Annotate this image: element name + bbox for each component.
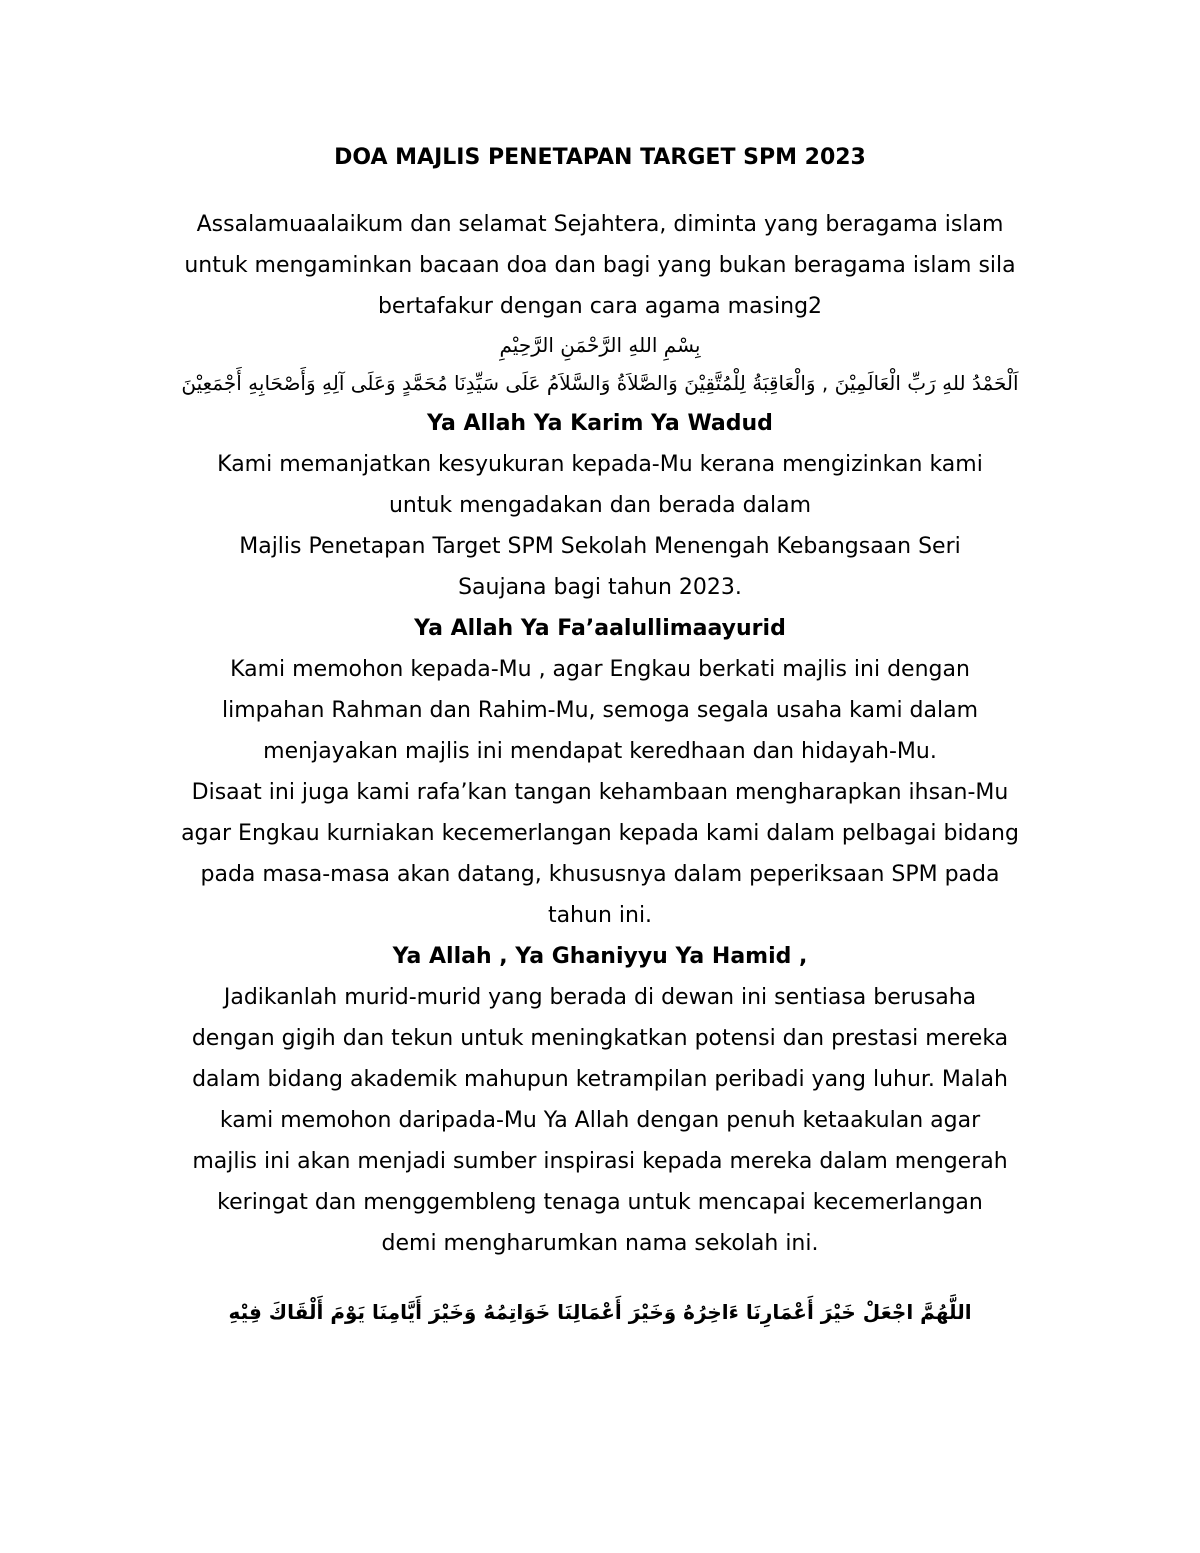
hamdalah-text: اَلْحَمْدُ للهِ رَبِّ الْعَالَمِيْنَ , وَالْعَاقِبَةُ لِلْمُتَّقِيْنَ وَالصَّلاَةُ وَالسَّلاَمُ عَلَى سَيِّدِنَا مُحَمَّدٍ وَعَلَى آلِهِ وَأَصْحَابِهِ أَجْمَعِيْنَ	[181, 371, 1019, 395]
section-heading-faaalullimaayurid: Ya Allah Ya Fa’aalullimaayurid	[414, 616, 786, 641]
section-heading-ghaniyyu: Ya Allah , Ya Ghaniyyu Ya Hamid ,	[392, 944, 808, 969]
intro-paragraph: Assalamuaalaikum dan selamat Sejahtera, diminta yang beragama islam untuk mengaminkan bacaan doa dan bagi yang bukan beragama islam sila bertafakur dengan cara agama masing2	[184, 212, 1016, 319]
closing-dua-text: اللَّهُمَّ اجْعَلْ خَيْرَ أَعْمَارِنَا ءَاخِرُهُ وَخَيْرَ أَعْمَالِنَا خَوَاتِمُهُ وَخَيْرَ أَيَّامِنَا يَوْمَ أَلْقَاكَ فِيْهِ	[228, 1300, 972, 1324]
document-body	[170, 138, 1030, 1332]
document-title: DOA MAJLIS PENETAPAN TARGET SPM 2023	[334, 145, 866, 170]
section-body-faaalullimaayurid: Kami memohon kepada-Mu , agar Engkau berkati majlis ini dengan limpahan Rahman dan Rahim-Mu, semoga segala usaha kami dalam menjayakan majlis ini mendapat keredhaan dan hidayah-Mu.	[221, 657, 979, 764]
section-body-karim: Kami memanjatkan kesyukuran kepada-Mu kerana mengizinkan kami untuk mengadakan dan berada dalam	[217, 452, 983, 518]
section-heading-karim: Ya Allah Ya Karim Ya Wadud	[427, 411, 773, 436]
section-body-ghaniyyu: Jadikanlah murid-murid yang berada di dewan ini sentiasa berusaha dengan gigih dan tekun untuk meningkatkan potensi dan prestasi mereka dalam bidang akademik mahupun ketrampilan peribadi yang luhur. Malah kami memohon daripada-Mu Ya Allah dengan penuh ketaakulan agar majlis ini akan menjadi sumber inspirasi kepada mereka dalam mengerah keringat dan menggembleng tenaga untuk mencapai kecemerlangan demi mengharumkan nama sekolah ini.	[191, 985, 1009, 1256]
section-body-karim-2: Majlis Penetapan Target SPM Sekolah Menengah Kebangsaan Seri Saujana bagi tahun 2023.	[239, 534, 961, 600]
basmalah-text: بِسْمِ اللهِ الرَّحْمَنِ الرَّحِيْمِ	[499, 333, 701, 357]
section-body-faaalullimaayurid-2: Disaat ini juga kami rafa’kan tangan kehambaan mengharapkan ihsan-Mu agar Engkau kurniakan kecemerlangan kepada kami dalam pelbagai bidang pada masa-masa akan datang, khususnya dalam peperiksaan SPM pada tahun ini.	[181, 780, 1019, 928]
